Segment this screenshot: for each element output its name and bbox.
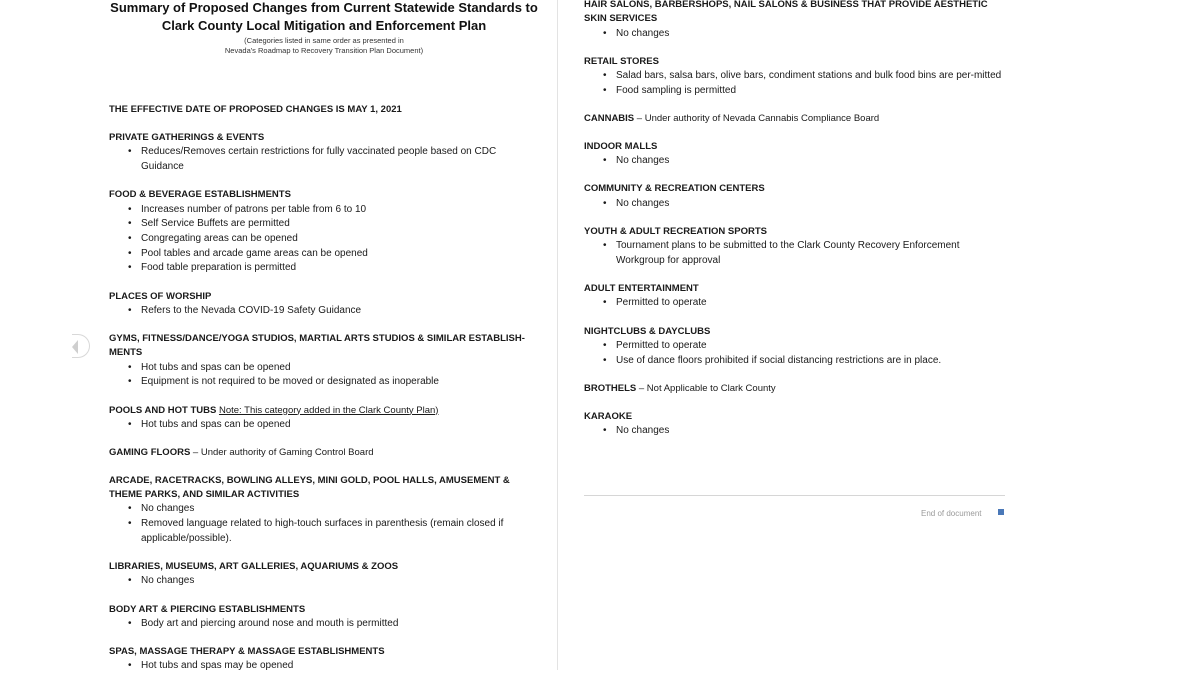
section-heading	[584, 282, 1006, 296]
collapse-panel-handle[interactable]	[72, 334, 90, 358]
right-column	[584, 0, 1006, 439]
bullet-item: • Refers to the Nevada COVID-19 Safety Guidance	[109, 304, 539, 319]
end-of-document-marker	[998, 509, 1004, 515]
bullet-item: • No changes	[584, 154, 1006, 169]
section-heading-text: ADULT ENTERTAINMENT	[584, 283, 699, 294]
section-heading-text: HAIR SALONS, BARBERSHOPS, NAIL SALONS & BUSINESS THAT PROVIDE AESTHETIC SKIN SERVICES	[584, 0, 988, 25]
section-heading	[109, 446, 539, 460]
section-heading-text: BROTHELS	[584, 382, 637, 394]
bullet-list	[109, 574, 539, 589]
bullet-list	[109, 418, 539, 433]
bullet-list	[109, 203, 539, 277]
section-heading	[109, 474, 539, 503]
section	[109, 290, 539, 319]
section-heading	[584, 382, 1006, 396]
right-sections	[584, 0, 1006, 439]
bullet-list	[584, 424, 1006, 439]
section-heading-text: INDOOR MALLS	[584, 140, 658, 152]
bullet-item: • Hot tubs and spas can be opened	[109, 361, 539, 376]
section-heading	[584, 112, 1006, 126]
bullet-item: • No changes	[109, 502, 539, 517]
section-heading	[109, 332, 539, 361]
section	[109, 131, 539, 175]
section	[584, 0, 1006, 41]
document-title	[109, 0, 539, 34]
section	[109, 446, 539, 460]
subtitle-line-1: (Categories listed in same order as presented in	[244, 36, 404, 45]
section	[109, 404, 539, 433]
left-column	[109, 0, 539, 674]
section-heading-text: NIGHTCLUBS & DAYCLUBS	[584, 325, 711, 337]
bullet-item: • No changes	[584, 424, 1006, 439]
section	[584, 55, 1006, 99]
section-heading	[584, 0, 1006, 27]
section	[109, 603, 539, 632]
section-heading-text: CANNABIS	[584, 113, 635, 124]
subtitle-line-2: Nevada's Roadmap to Recovery Transition Plan Document)	[224, 45, 424, 55]
bullet-list	[109, 617, 539, 632]
bullet-item: • Permitted to operate	[584, 296, 1006, 311]
section	[584, 140, 1006, 169]
bullet-list	[109, 361, 539, 390]
section	[584, 410, 1006, 439]
bullet-item: • Hot tubs and spas can be opened	[109, 418, 539, 433]
bullet-list	[109, 502, 539, 546]
bullet-item: • Increases number of patrons per table from 6 to 10	[109, 203, 539, 218]
section-heading	[584, 325, 1006, 339]
section	[584, 282, 1006, 311]
section-heading-text: GYMS, FITNESS/DANCE/YOGA STUDIOS, MARTIAL ARTS STUDIOS & SIMILAR ESTABLISH-MENTS	[109, 333, 525, 359]
bullet-item: • Food sampling is permitted	[584, 84, 1006, 99]
section-heading-text: GAMING FLOORS	[109, 447, 191, 459]
section-heading-text: BODY ART & PIERCING ESTABLISHMENTS	[109, 603, 306, 615]
section	[584, 382, 1006, 396]
section-heading	[109, 645, 539, 659]
bullet-item: • Self Service Buffets are permitted	[109, 217, 539, 232]
column-divider	[557, 0, 558, 670]
section	[109, 560, 539, 589]
section-heading-text: PLACES OF WORSHIP	[109, 290, 212, 302]
end-rule	[584, 495, 1005, 496]
effective-date-statement: THE EFFECTIVE DATE OF PROPOSED CHANGES IS MAY 1, 2021	[109, 104, 402, 115]
end-of-document-label: End of document	[921, 509, 982, 518]
bullet-list	[584, 239, 1006, 268]
section-heading-text: SPAS, MASSAGE THERAPY & MASSAGE ESTABLISHMENTS	[109, 646, 385, 658]
section-heading-text: POOLS AND HOT TUBS	[109, 404, 217, 416]
section-heading	[109, 188, 539, 202]
section-heading	[584, 225, 1006, 239]
bullet-item: • No changes	[584, 197, 1006, 212]
section	[109, 332, 539, 390]
bullet-item: • Reduces/Removes certain restrictions for fully vaccinated people based on CDC Guidance	[109, 145, 539, 174]
bullet-list	[109, 145, 539, 174]
section-heading	[109, 290, 539, 304]
bullet-item: • Equipment is not required to be moved or designated as inoperable	[109, 375, 539, 390]
title-line-2: Clark County Local Mitigation and Enforcement Plan	[161, 17, 487, 33]
left-sections	[109, 131, 539, 674]
bullet-list	[584, 27, 1006, 42]
bullet-list	[109, 659, 539, 674]
bullet-item: • Body art and piercing around nose and mouth is permitted	[109, 617, 539, 632]
section-note: Note: This category added in the Clark County Plan)	[218, 404, 439, 416]
chevron-left-icon	[72, 340, 78, 354]
section-heading	[109, 404, 539, 418]
bullet-list	[584, 296, 1006, 311]
section-heading-text: YOUTH & ADULT RECREATION SPORTS	[584, 225, 767, 237]
section-suffix: – Under authority of Nevada Cannabis Compliance Board	[634, 113, 880, 124]
document-subtitle	[109, 36, 539, 55]
section-heading-text: KARAOKE	[584, 410, 633, 422]
section-heading-text: FOOD & BEVERAGE ESTABLISHMENTS	[109, 189, 291, 201]
bullet-item: • Permitted to operate	[584, 339, 1006, 354]
bullet-item: • Tournament plans to be submitted to the Clark County Recovery Enforcement Workgroup for approval	[584, 239, 1006, 268]
section-heading	[109, 560, 539, 574]
section-suffix: – Under authority of Gaming Control Board	[190, 447, 374, 459]
bullet-item: • Use of dance floors prohibited if social distancing restrictions are in place.	[584, 354, 1006, 369]
bullet-item: • No changes	[584, 27, 1006, 42]
section	[109, 474, 539, 547]
section-suffix: – Not Applicable to Clark County	[636, 382, 776, 394]
section	[584, 182, 1006, 211]
bullet-item: • Pool tables and arcade game areas can be opened	[109, 247, 539, 262]
section-heading-text: ARCADE, RACETRACKS, BOWLING ALLEYS, MINI GOLD, POOL HALLS, AMUSEMENT & THEME PARKS, AND SIMILAR ACTIVITIES	[109, 474, 510, 501]
section-heading-text: COMMUNITY & RECREATION CENTERS	[584, 183, 765, 195]
section-heading	[109, 131, 539, 145]
section	[584, 112, 1006, 126]
section-heading-text: LIBRARIES, MUSEUMS, ART GALLERIES, AQUARIUMS & ZOOS	[109, 561, 399, 573]
bullet-item: • Removed language related to high-touch surfaces in parenthesis (remain closed if applicable/possible).	[109, 517, 539, 546]
bullet-list	[584, 154, 1006, 169]
section	[584, 325, 1006, 369]
section-heading	[584, 410, 1006, 424]
bullet-list	[584, 339, 1006, 368]
bullet-list	[584, 69, 1006, 98]
bullet-item: • Food table preparation is permitted	[109, 261, 539, 276]
bullet-item: • Salad bars, salsa bars, olive bars, condiment stations and bulk food bins are per-mitted	[584, 69, 1006, 84]
section-heading-text: PRIVATE GATHERINGS & EVENTS	[109, 132, 265, 143]
title-line-1: Summary of Proposed Changes from Current Statewide Standards to	[110, 0, 538, 15]
section-heading	[109, 603, 539, 617]
bullet-item: • No changes	[109, 574, 539, 589]
section-heading	[584, 140, 1006, 154]
section-heading-text: RETAIL STORES	[584, 55, 659, 67]
section-heading	[584, 182, 1006, 196]
bullet-list	[584, 197, 1006, 212]
section-heading	[584, 55, 1006, 69]
section	[584, 225, 1006, 269]
bullet-item: • Hot tubs and spas may be opened	[109, 659, 539, 674]
bullet-item: • Congregating areas can be opened	[109, 232, 539, 247]
bullet-list	[109, 304, 539, 319]
section	[109, 188, 539, 276]
